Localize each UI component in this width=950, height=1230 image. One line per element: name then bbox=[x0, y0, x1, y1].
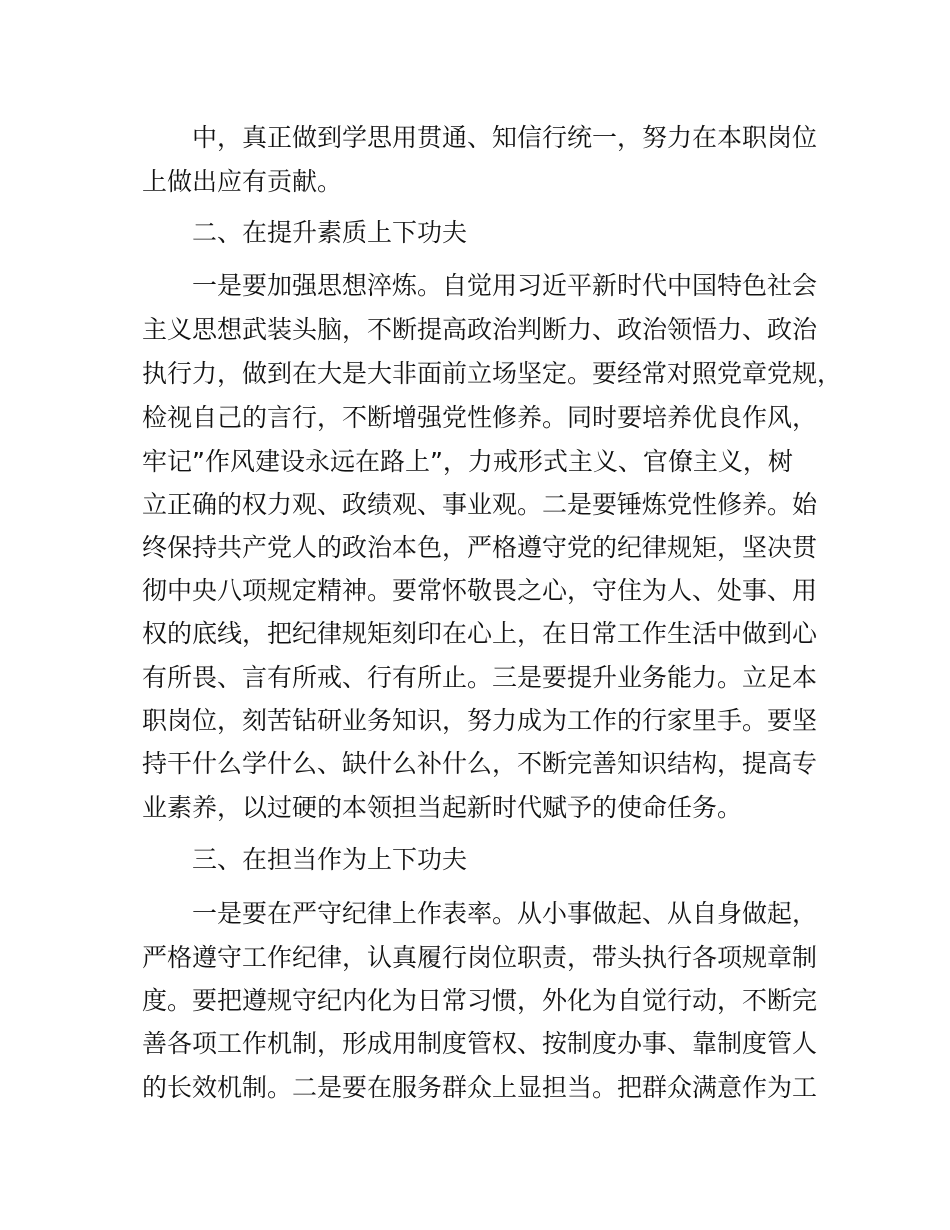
paragraph-continuation-line: 中，真正做到学思用贯通、知信行统一，努力在本职岗位 bbox=[192, 123, 818, 152]
paragraph-line: 的长效机制。二是要在服务群众上显担当。把群众满意作为工 bbox=[142, 1073, 818, 1102]
paragraph-line: 有所畏、言有所戒、行有所止。三是要提升业务能力。立足本 bbox=[142, 663, 818, 692]
paragraph-line: 一是要加强思想淬炼。自觉用习近平新时代中国特色社会 bbox=[192, 271, 818, 300]
paragraph-line: 业素养，以过硬的本领担当起新时代赋予的使命任务。 bbox=[142, 793, 743, 822]
paragraph-line: 权的底线，把纪律规矩刻印在心上，在日常工作生活中做到心 bbox=[142, 619, 818, 648]
paragraph-line: 牢记”作风建设永远在路上”，力戒形式主义、官僚主义，树 bbox=[142, 447, 793, 476]
paragraph-line: 终保持共产党人的政治本色，严格遵守党的纪律规矩，坚决贯 bbox=[142, 533, 818, 562]
paragraph-line: 一是要在严守纪律上作表率。从小事做起、从自身做起， bbox=[192, 899, 818, 928]
paragraph-line: 善各项工作机制，形成用制度管权、按制度办事、靠制度管人 bbox=[142, 1029, 818, 1058]
paragraph-line: 职岗位，刻苦钻研业务知识，努力成为工作的行家里手。要坚 bbox=[142, 706, 818, 735]
paragraph-line: 持干什么学什么、缺什么补什么，不断完善知识结构，提高专 bbox=[142, 749, 818, 778]
section-heading-3: 三、在担当作为上下功夫 bbox=[192, 845, 468, 874]
paragraph-line: 执行力，做到在大是大非面前立场坚定。要经常对照党章党规， bbox=[142, 359, 843, 388]
paragraph-line: 立正确的权力观、政绩观、事业观。二是要锤炼党性修养。始 bbox=[142, 490, 818, 519]
paragraph-line: 度。要把遵规守纪内化为日常习惯，外化为自觉行动，不断完 bbox=[142, 986, 818, 1015]
paragraph-line: 彻中央八项规定精神。要常怀敬畏之心，守住为人、处事、用 bbox=[142, 576, 818, 605]
paragraph-line: 主义思想武装头脑，不断提高政治判断力、政治领悟力、政治 bbox=[142, 315, 818, 344]
paragraph-line: 检视自己的言行，不断增强党性修养。同时要培养优良作风， bbox=[142, 403, 818, 432]
paragraph-continuation-line: 上做出应有贡献。 bbox=[142, 167, 343, 196]
paragraph-line: 严格遵守工作纪律，认真履行岗位职责，带头执行各项规章制 bbox=[142, 943, 818, 972]
section-heading-2: 二、在提升素质上下功夫 bbox=[192, 218, 468, 247]
